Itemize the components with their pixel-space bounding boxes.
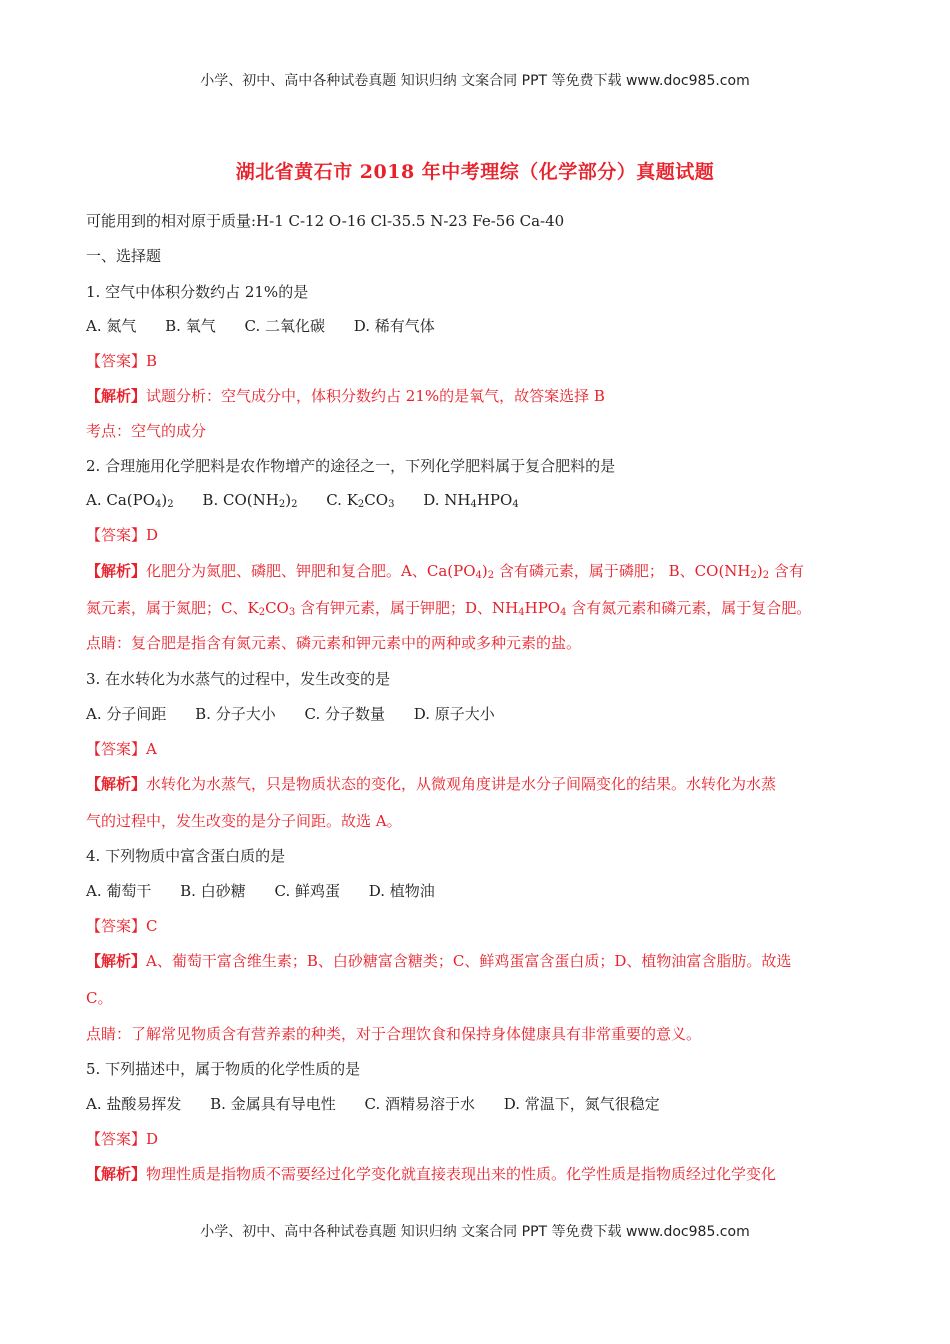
q2-l1-sub2: 2 xyxy=(487,570,495,581)
q2-analysis-line2 xyxy=(86,598,811,618)
q5-options xyxy=(86,1094,660,1114)
q2-l2-b: CO xyxy=(265,599,289,617)
q1-analysis-tag: 【解析】 xyxy=(86,387,147,405)
q2-l1-e: 含有 xyxy=(769,562,804,580)
q3-analysis-line1 xyxy=(86,774,776,794)
q2-l2-sub4: 4 xyxy=(560,607,567,618)
q4-option-d: D. 植物油 xyxy=(368,882,435,900)
q2-l1-a: 化肥分为氮肥、磷肥、钾肥和复合肥。A、Ca(PO xyxy=(146,562,476,580)
q5-l1: 物理性质是指物质不需要经过化学变化就直接表现出来的性质。化学性质是指物质经过化学变化 xyxy=(146,1165,777,1183)
q3-option-a: A. 分子间距 xyxy=(86,705,167,723)
page-header: 小学、初中、高中各种试卷真题 知识归纳 文案合同 PPT 等免费下载 www.doc985.com xyxy=(200,73,750,89)
q2-l1-sub3: 2 xyxy=(750,570,757,581)
q3-analysis-tag: 【解析】 xyxy=(86,775,147,793)
q4-dianjing: 点睛：了解常见物质含有营养素的种类，对于合理饮食和保持身体健康具有非常重要的意义。 xyxy=(86,1025,702,1043)
section-heading: 一、选择题 xyxy=(86,247,162,265)
q2-c-sub2: 3 xyxy=(388,499,395,510)
q2-dianjing: 点睛：复合肥是指含有氮元素、磷元素和钾元素中的两种或多种元素的盐。 xyxy=(86,634,582,652)
q4-analysis-line2: C。 xyxy=(86,989,113,1007)
q2-d-sub1: 4 xyxy=(470,499,477,510)
q1-options xyxy=(86,316,435,336)
q2-stem: 2. 合理施用化学肥料是农作物增产的途径之一，下列化学肥料属于复合肥料的是 xyxy=(86,457,616,475)
q3-option-c: C. 分子数量 xyxy=(304,705,385,723)
q5-analysis-line1 xyxy=(86,1164,776,1184)
q2-l1-d: ) xyxy=(756,562,763,580)
q2-a-text: A. Ca(PO xyxy=(86,491,156,509)
q2-option-b xyxy=(202,490,297,510)
q3-stem: 3. 在水转化为水蒸气的过程中，发生改变的是 xyxy=(86,670,391,688)
q2-l2-c: 含有钾元素，属于钾肥；D、NH xyxy=(295,599,519,617)
q4-option-c: C. 鲜鸡蛋 xyxy=(274,882,340,900)
q1-option-d: D. 稀有气体 xyxy=(353,317,435,335)
q2-b-mid: ) xyxy=(285,491,292,509)
q2-c-text: C. K xyxy=(326,491,358,509)
q4-answer: 【答案】C xyxy=(86,917,158,935)
q2-l2-a: 氮元素，属于氮肥；C、K xyxy=(86,599,259,617)
q4-stem: 4. 下列物质中富含蛋白质的是 xyxy=(86,847,286,865)
q2-l1-c: 含有磷元素，属于磷肥； B、CO(NH xyxy=(494,562,751,580)
q4-l1: A、葡萄干富含维生素；B、白砂糖富含糖类；C、鲜鸡蛋富含蛋白质；D、植物油富含脂肪。故选 xyxy=(146,952,792,970)
q2-analysis-tag: 【解析】 xyxy=(86,562,147,580)
q2-b-sub2: 2 xyxy=(291,499,298,510)
q5-stem: 5. 下列描述中，属于物质的化学性质的是 xyxy=(86,1060,361,1078)
q2-answer: 【答案】D xyxy=(86,526,159,544)
q1-option-a: A. 氮气 xyxy=(86,317,137,335)
q2-options xyxy=(86,490,519,510)
q2-d-sub2: 4 xyxy=(512,499,519,510)
q1-analysis xyxy=(86,386,605,406)
q3-answer: 【答案】A xyxy=(86,740,157,758)
q3-options xyxy=(86,704,495,724)
q2-l1-sub4: 2 xyxy=(762,570,770,581)
q3-l1: 水转化为水蒸气，只是物质状态的变化，从微观角度讲是水分子间隔变化的结果。水转化为水蒸 xyxy=(146,775,777,793)
q2-b-sub1: 2 xyxy=(278,499,286,510)
q1-option-c: C. 二氧化碳 xyxy=(244,317,325,335)
q5-answer: 【答案】D xyxy=(86,1130,159,1148)
q3-option-d: D. 原子大小 xyxy=(413,705,495,723)
q4-option-b: B. 白砂糖 xyxy=(180,882,246,900)
q2-l2-d: HPO xyxy=(524,599,561,617)
q2-l2-sub1: 2 xyxy=(258,607,266,618)
q2-c-post: CO xyxy=(364,491,389,509)
q1-stem: 1. 空气中体积分数约占 21%的是 xyxy=(86,283,309,301)
q2-d-post: HPO xyxy=(476,491,513,509)
q4-analysis-tag: 【解析】 xyxy=(86,952,147,970)
q2-b-text: B. CO(NH xyxy=(202,491,279,509)
q2-option-c xyxy=(326,490,394,510)
q2-option-a xyxy=(86,490,174,510)
page-title: 湖北省黄石市 2018 年中考理综（化学部分）真题试题 xyxy=(235,161,715,183)
page-footer: 小学、初中、高中各种试卷真题 知识归纳 文案合同 PPT 等免费下载 www.doc985.com xyxy=(200,1224,750,1240)
q2-a-sub1: 4 xyxy=(155,499,162,510)
q2-option-d xyxy=(423,490,518,510)
q2-a-sub2: 2 xyxy=(167,499,174,510)
q2-l2-sub2: 3 xyxy=(288,607,296,618)
q3-option-b: B. 分子大小 xyxy=(195,705,276,723)
q2-l1-b: ) xyxy=(481,562,488,580)
q2-l1-sub1: 4 xyxy=(475,570,482,581)
q1-analysis-text: 试题分析：空气成分中，体积分数约占 21%的是氧气，故答案选择 B xyxy=(146,387,605,405)
q2-l2-sub3: 4 xyxy=(518,607,525,618)
q4-options xyxy=(86,881,435,901)
q1-answer: 【答案】B xyxy=(86,352,158,370)
q2-a-mid: ) xyxy=(161,491,168,509)
atomic-masses: 可能用到的相对原于质量:H-1 C-12 O-16 Cl-35.5 N-23 Fe-56 Ca-40 xyxy=(86,212,565,230)
q3-analysis-line2: 气的过程中，发生改变的是分子间距。故选 A。 xyxy=(86,812,402,830)
q5-option-a: A. 盐酸易挥发 xyxy=(86,1095,182,1113)
q5-option-d: D. 常温下，氮气很稳定 xyxy=(503,1095,660,1113)
q1-kaodian: 考点：空气的成分 xyxy=(86,422,207,440)
q2-d-text: D. NH xyxy=(423,491,471,509)
q2-l2-e: 含有氮元素和磷元素，属于复合肥。 xyxy=(566,599,812,617)
q4-analysis-line1 xyxy=(86,951,791,971)
q5-option-b: B. 金属具有导电性 xyxy=(210,1095,336,1113)
q2-c-sub1: 2 xyxy=(357,499,365,510)
q1-option-b: B. 氧气 xyxy=(165,317,216,335)
q2-analysis-line1 xyxy=(86,561,804,581)
q5-option-c: C. 酒精易溶于水 xyxy=(364,1095,475,1113)
q4-option-a: A. 葡萄干 xyxy=(86,882,152,900)
q5-analysis-tag: 【解析】 xyxy=(86,1165,147,1183)
